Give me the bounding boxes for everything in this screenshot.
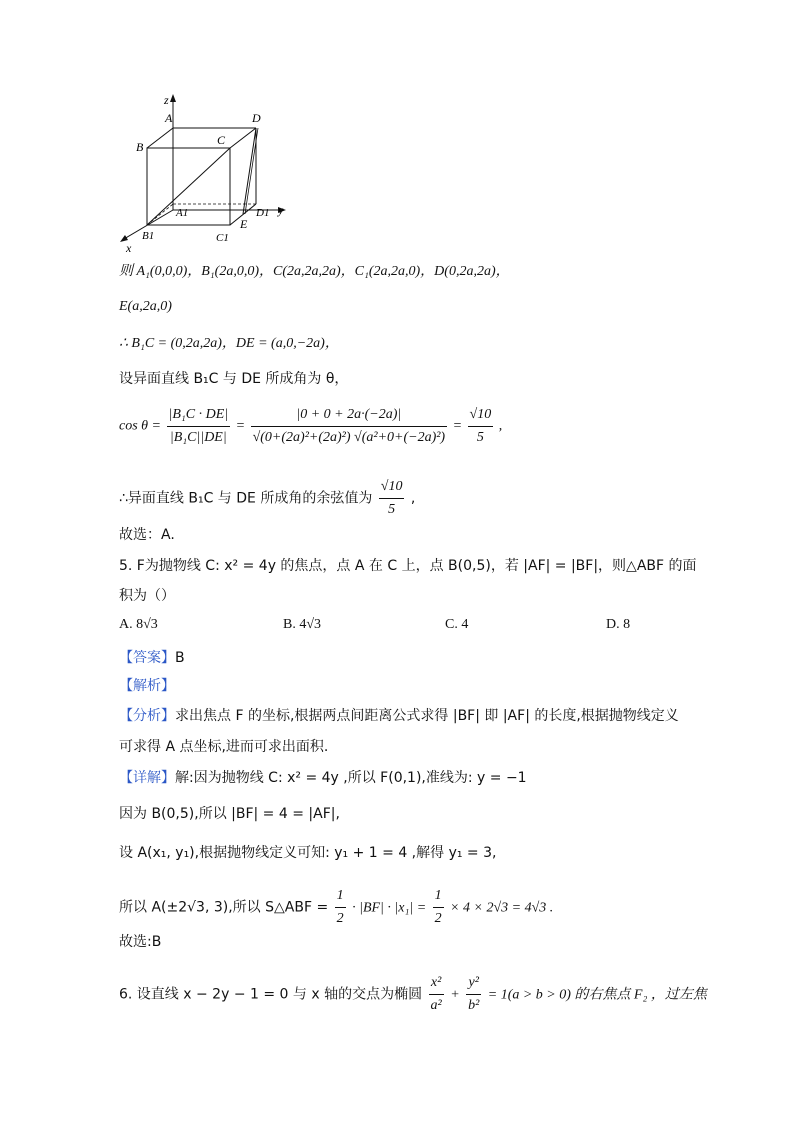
q5-line-2: 积为（） xyxy=(119,588,175,604)
half-frac-1 xyxy=(335,885,346,930)
step-4-c: × 4 × 2√3 = 4√3 . xyxy=(450,900,554,916)
fenxi-text: 求出焦点 F 的坐标,根据两点间距离公式求得 |BF| 即 |AF| 的长度,根据抛物线定义 xyxy=(175,708,679,724)
step-3: 设 A(x₁, y₁),根据抛物线定义可知: y₁ + 1 = 4 ,解得 y₁ = 3, xyxy=(119,845,497,861)
half-den-1: 2 xyxy=(336,911,344,926)
step-4 xyxy=(119,885,553,930)
conclusion-text: ∴异面直线 B₁C 与 DE 所成角的余弦值为 xyxy=(119,490,373,507)
label-a1: A1 xyxy=(176,207,189,219)
q6-frac1-num: x² xyxy=(429,972,444,995)
cos-formula: cos θ = $\frac{\text{|B₁C · DE|}}{\text{|B₁C||DE|}}$ = $\frac{|0 + 0 + 2a\cdot(-2a)|}{\text{√(0+(2a)²+(2a)²) √(a²+0+(−2a)²)}}$ = $\frac{√10}{5}$ , xyxy=(119,404,502,449)
label-b1: B1 xyxy=(142,230,155,242)
label-c: C xyxy=(217,133,226,147)
conclusion-den: 5 xyxy=(388,502,396,517)
half-num-2: 1 xyxy=(433,885,444,908)
answer-b-line: 故选:B xyxy=(119,934,162,950)
xiangjie-tag: 【详解】 xyxy=(119,770,175,786)
cos-lhs: cos θ = xyxy=(119,418,161,434)
q6-frac-x xyxy=(429,972,444,1017)
q6-frac2-den: b² xyxy=(468,998,480,1013)
analysis-tag: 【解析】 xyxy=(119,678,175,694)
xiangjie-text: 解:因为抛物线 C: x² = 4y ,所以 F(0,1),准线为: y = −1 xyxy=(175,770,527,786)
step-4-b: · |BF| · |x₁| = xyxy=(352,900,427,916)
xiangjie-block xyxy=(119,768,527,788)
q6-plus: + xyxy=(450,987,460,1003)
equals-2: = xyxy=(452,418,463,434)
label-d: D xyxy=(252,111,261,125)
coords-line-2: E(a,2a,0) xyxy=(119,299,172,314)
half-num-1: 1 xyxy=(335,885,346,908)
cos-frac2-num: |0 + 0 + 2a·(−2a)| xyxy=(251,404,448,427)
label-c1: C1 xyxy=(216,232,229,244)
cube-figure xyxy=(110,92,300,257)
half-frac-2 xyxy=(433,885,444,930)
option-b: B. 4√3 xyxy=(283,617,322,632)
edge-c-d xyxy=(230,128,256,148)
segment-d-e xyxy=(243,128,256,214)
label-e: E xyxy=(240,217,248,231)
cos-frac1-num: |B₁C · DE| xyxy=(167,404,231,427)
cos-frac-vectors xyxy=(167,404,231,449)
answer-block xyxy=(119,648,185,668)
label-b: B xyxy=(136,140,144,154)
q6-frac-y xyxy=(466,972,481,1017)
conclusion-num: √10 xyxy=(379,476,405,499)
fenxi-block xyxy=(119,706,679,726)
half-den-2: 2 xyxy=(434,911,442,926)
z-arrow xyxy=(170,94,176,102)
cos-frac-values xyxy=(251,404,448,449)
option-c: C. 4 xyxy=(445,617,469,632)
answer-a-line: 故选：A. xyxy=(119,527,175,543)
cos-frac-result xyxy=(468,404,494,449)
answer-value: B xyxy=(175,650,185,666)
q6-b: = 1(a > b > 0) 的右焦点 F₂ ，过左焦 xyxy=(487,987,707,1003)
equals-1: = xyxy=(235,418,246,434)
analysis-block xyxy=(119,676,175,696)
edge-b-a xyxy=(147,128,173,148)
conclusion-line: ∴异面直线 B₁C 与 DE 所成角的余弦值为 $\frac{√10}{5}$ , xyxy=(119,476,415,521)
label-y: y xyxy=(278,203,284,217)
option-a: A. 8√3 xyxy=(119,617,158,632)
q6-a: 6. 设直线 x − 2y − 1 = 0 与 x 轴的交点为椭圆 xyxy=(119,986,423,1003)
let-angle-line: 设异面直线 B₁C 与 DE 所成角为 θ， xyxy=(119,371,349,387)
step-4-a: 所以 A(±2√3, 3),所以 S△ABF = xyxy=(119,899,329,916)
fenxi-text-2: 可求得 A 点坐标,进而可求出面积. xyxy=(119,739,329,755)
step-2: 因为 B(0,5),所以 |BF| = 4 = |AF|, xyxy=(119,806,340,822)
coords-line-1: 则 A₁(0,0,0)，B₁(2a,0,0)，C(2a,2a,2a)，C₁(2a,2a,0)，D(0,2a,2a)， xyxy=(119,264,510,279)
q6-frac2-num: y² xyxy=(466,972,481,995)
q6-line xyxy=(119,972,707,1017)
cos-result-num: √10 xyxy=(468,404,494,427)
cos-frac1-den: |B₁C||DE| xyxy=(169,430,227,445)
option-d: D. 8 xyxy=(606,617,631,632)
answer-tag: 【答案】 xyxy=(119,650,175,666)
segment-b1-c xyxy=(147,148,230,225)
label-d1: D1 xyxy=(256,207,270,219)
vectors-line: ∴ B₁C = (0,2a,2a)，DE = (a,0,−2a)， xyxy=(119,336,339,351)
fenxi-tag: 【分析】 xyxy=(119,708,175,724)
q6-frac1-den: a² xyxy=(430,998,442,1013)
cos-frac2-den: √(0+(2a)²+(2a)²) √(a²+0+(−2a)²) xyxy=(252,430,446,445)
cos-result-den: 5 xyxy=(476,430,484,445)
conclusion-frac xyxy=(379,476,405,521)
q5-line-1: 5. F为抛物线 C: x² = 4y 的焦点，点 A 在 C 上，点 B(0,5)，若 |AF| = |BF|，则△ABF 的面 xyxy=(119,558,697,574)
label-a: A xyxy=(165,111,173,125)
label-x: x xyxy=(126,241,132,255)
label-z: z xyxy=(164,93,169,107)
